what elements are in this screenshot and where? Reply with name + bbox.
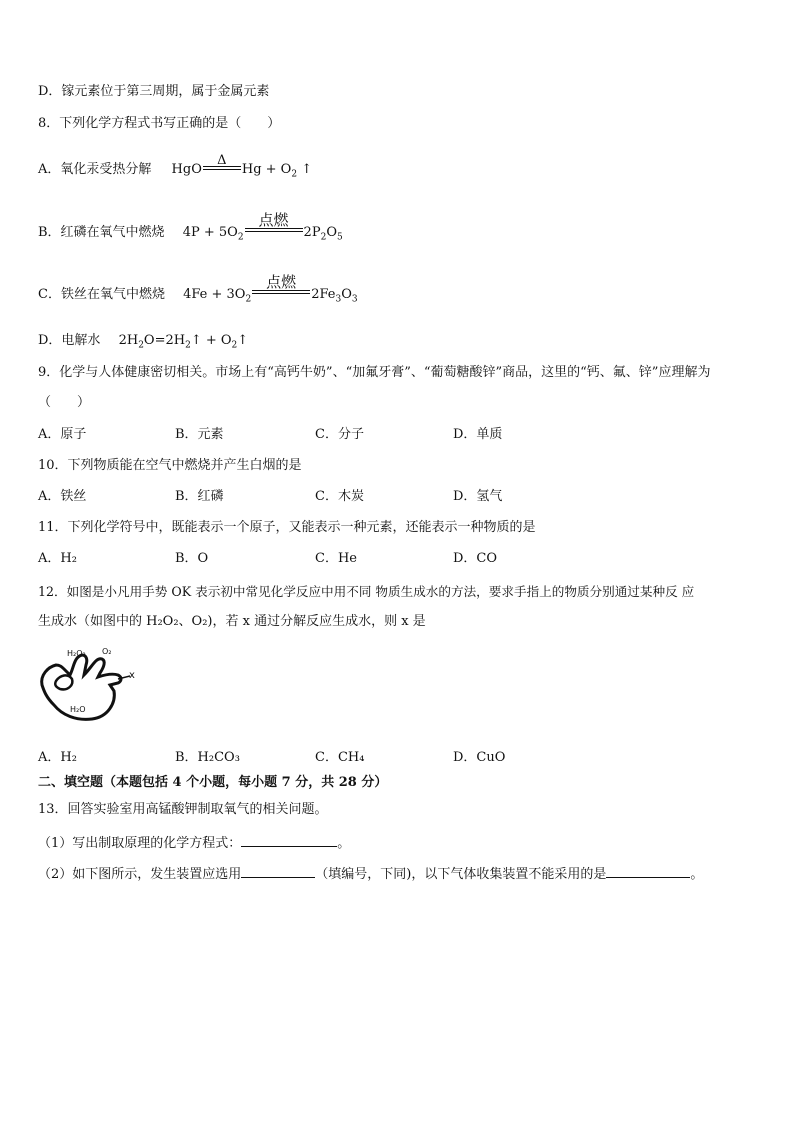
q8-option-c [38,273,358,305]
q8-option-d-label: D．电解水 [38,333,101,348]
q13-part2 [38,863,703,884]
q13-part2-blank-2[interactable] [606,863,690,878]
q13-part2-end: 。 [690,867,704,882]
q10-stem: 10．下列物质能在空气中燃烧并产生白烟的是 [38,458,302,473]
q8-stem: 8．下列化学方程式书写正确的是（ ） [38,116,281,131]
condition-arrow: 点燃 [252,294,310,298]
q13-part1-end: 。 [337,836,351,851]
q9-option-b: B．元素 [175,427,224,442]
q9-stem: 9．化学与人体健康密切相关。市场上有“高钙牛奶”、“加氟牙膏”、“葡萄糖酸锌”商品，这里的“钙、氟、锌”应理解为 [38,365,711,380]
condition-arrow: Δ [203,169,241,173]
q13-stem: 13．回答实验室用高锰酸钾制取氧气的相关问题。 [38,802,328,817]
q8-option-a-equation: HgO Δ $Hg + O_2$ ↑ [171,153,313,180]
q8-option-a-label: A．氧化汞受热分解 [38,162,152,177]
q12-option-b: B．H₂CO₃ [175,750,240,765]
q8-option-c-label: C．铁丝在氧气中燃烧 [38,287,165,302]
q9-option-a: A．原子 [38,427,87,442]
q12-stem-line1: 12．如图是小凡用手势 OK 表示初中常见化学反应中用不同 物质生成水的方法，要求手指上的物质分别通过某种反 应 [38,584,695,599]
q12-option-c: C．CH₄ [315,750,365,765]
section-2-title: 二、填空题（本题包括 4 个小题，每小题 7 分，共 28 分） [38,775,388,790]
q13-part2-text-b: （填编号，下同)，以下气体收集装置不能采用的是 [315,867,607,882]
q8-option-d [38,332,248,350]
q8-option-c-equation: $4Fe + 3O_2$ 点燃 $2Fe_3O_3$ [183,273,358,305]
q13-part2-text-a: （2）如下图所示，发生装置应选用 [38,867,242,882]
q7-option-d: D．镓元素位于第三周期，属于金属元素 [38,84,270,99]
figure-label-h2o2: H₂O₂ [67,649,86,658]
figure-label-x: x [129,670,135,681]
q9-option-d: D．单质 [453,427,503,442]
q11-option-a: A．H₂ [38,551,77,566]
q8-option-a [38,153,313,180]
q10-option-a: A．铁丝 [38,489,87,504]
q9-paren: （ ） [38,395,91,410]
q11-option-d: D．CO [453,551,498,566]
q8-option-b-equation: $4P + 5O_2$ 点燃 $2P_2O_5$ [182,211,343,243]
q12-option-a: A．H₂ [38,750,77,765]
q8-option-d-equation: $2H_2O=2H_2↑$ + $O_2↑$ [118,333,249,351]
q10-option-d: D．氢气 [453,489,503,504]
q13-part1-answer-blank[interactable] [241,832,337,847]
q8-option-b [38,211,343,243]
figure-label-o2: O₂ [102,647,112,656]
q13-part1 [38,832,350,853]
q12-option-d: D．CuO [453,750,506,765]
condition-arrow: 点燃 [245,232,303,236]
q13-part1-text: （1）写出制取原理的化学方程式： [38,836,242,851]
q11-option-b: B．O [175,551,209,566]
ok-hand-figure [38,645,148,727]
figure-label-h2o: H₂O [70,705,86,714]
q8-option-b-label: B．红磷在氧气中燃烧 [38,225,165,240]
q12-stem-line2: 生成水（如图中的 H₂O₂、O₂)，若 x 通过分解反应生成水，则 x 是 [38,614,426,629]
q9-option-c: C．分子 [315,427,364,442]
q11-option-c: C．He [315,551,357,566]
q10-option-b: B．红磷 [175,489,224,504]
q13-part2-blank-1[interactable] [241,863,315,878]
q10-option-c: C．木炭 [315,489,364,504]
q11-stem: 11．下列化学符号中，既能表示一个原子，又能表示一种元素，还能表示一种物质的是 [38,520,536,535]
